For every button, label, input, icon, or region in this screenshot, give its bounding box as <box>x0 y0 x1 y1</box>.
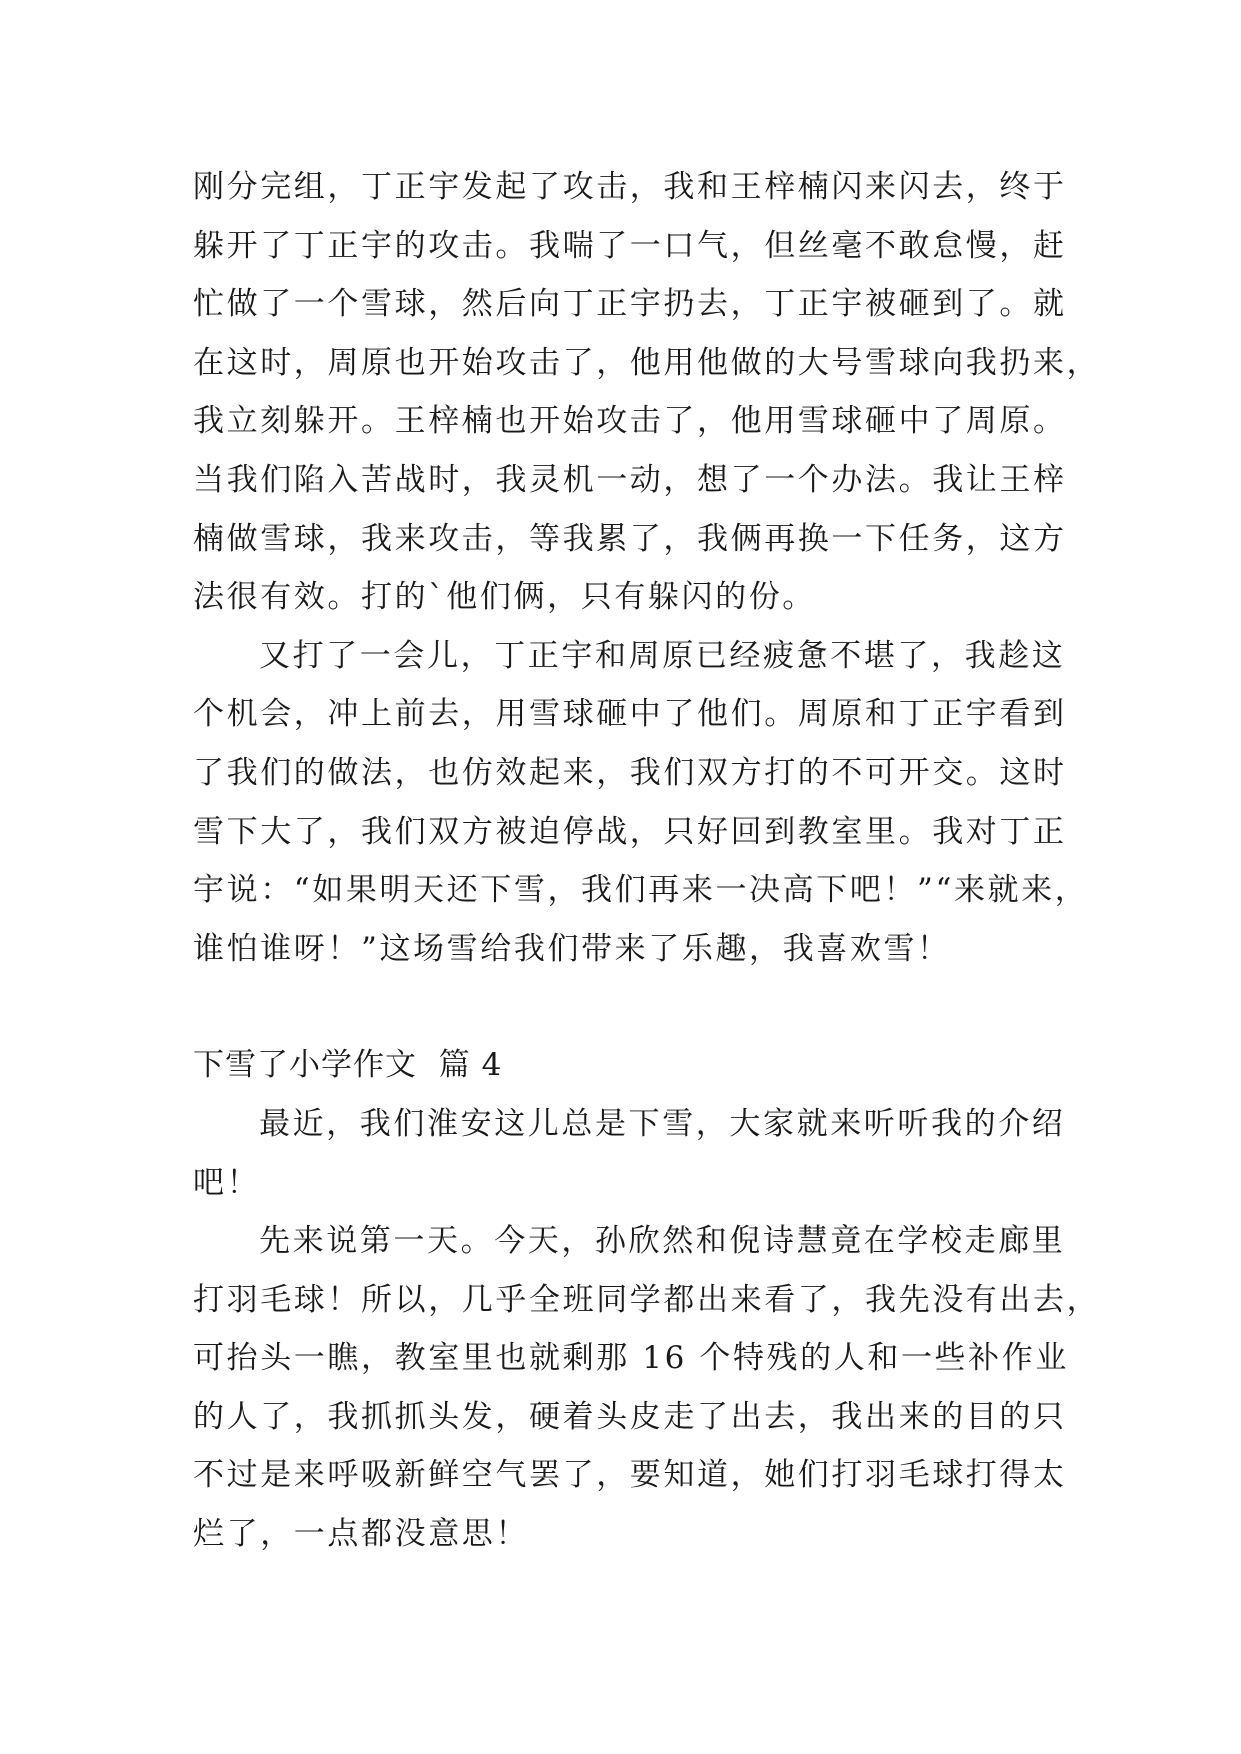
heading-title: 下雪了小学作文 <box>193 1047 417 1084</box>
section-gap <box>193 978 1063 1036</box>
heading-part: 篇 4 <box>438 1047 503 1084</box>
text-line: 打羽毛球！所以，几乎全班同学都出来看了，我先没有出去， <box>193 1281 1101 1318</box>
text-line: 当我们陷入苦战时，我灵机一动，想了一个办法。我让王梓 <box>193 461 1067 498</box>
text-line: 谁怕谁呀！”这场雪给我们带来了乐趣，我喜欢雪！ <box>193 930 951 967</box>
text-line: 我立刻躲开。王梓楠也开始攻击了，他用雪球砸中了周原。 <box>193 403 1067 440</box>
text-line: 躲开了丁正宇的攻击。我喘了一口气，但丝毫不敢怠慢，赶 <box>193 227 1067 264</box>
document-page <box>193 158 1101 1564</box>
text-line: 可抬头一瞧，教室里也就剩那 16 个特残的人和一些补作业 <box>193 1340 1069 1377</box>
paragraph-intro <box>193 1095 1066 1212</box>
text-line: 刚分完组，丁正宇发起了攻击，我和王梓楠闪来闪去，终于 <box>193 169 1067 205</box>
text-line: 又打了一会儿，丁正宇和周原已经疲惫不堪了，我趁这 <box>259 637 1066 674</box>
text-line: 宇说：“如果明天还下雪，我们再来一决高下吧！”“来就来， <box>193 872 1089 909</box>
text-line: 楠做雪球，我来攻击，等我累了，我俩再换一下任务，这方 <box>193 520 1067 557</box>
text-line: 雪下大了，我们双方被迫停战，只好回到教室里。我对丁正 <box>193 813 1067 850</box>
text-line: 个机会，冲上前去，用雪球砸中了他们。周原和丁正宇看到 <box>193 696 1067 733</box>
text-line: 在这时，周原也开始攻击了，他用他做的大号雪球向我扔来， <box>193 344 1101 381</box>
paragraph-first-day <box>193 1212 1101 1564</box>
section-heading <box>193 1036 1063 1095</box>
text-line: 吧！ <box>193 1164 261 1201</box>
text-line: 先来说第一天。今天，孙欣然和倪诗慧竟在学校走廊里 <box>259 1223 1066 1260</box>
text-line: 忙做了一个雪球，然后向丁正宇扔去，丁正宇被砸到了。就 <box>193 286 1067 323</box>
text-line: 不过是来呼吸新鲜空气罢了，要知道，她们打羽毛球打得太 <box>193 1457 1067 1494</box>
text-line: 了我们的做法，也仿效起来，我们双方打的不可开交。这时 <box>193 754 1067 791</box>
text-line: 最近，我们淮安这儿总是下雪，大家就来听听我的介绍 <box>259 1105 1066 1142</box>
text-line: 烂了，一点都没意思！ <box>193 1516 529 1553</box>
text-line: 法很有效。打的`他们俩，只有躲闪的份。 <box>193 579 816 616</box>
paragraph-snowball-fight <box>193 158 1101 627</box>
paragraph-battle-end <box>193 627 1089 979</box>
text-line: 的人了，我抓抓头发，硬着头皮走了出去，我出来的目的只 <box>193 1398 1067 1435</box>
